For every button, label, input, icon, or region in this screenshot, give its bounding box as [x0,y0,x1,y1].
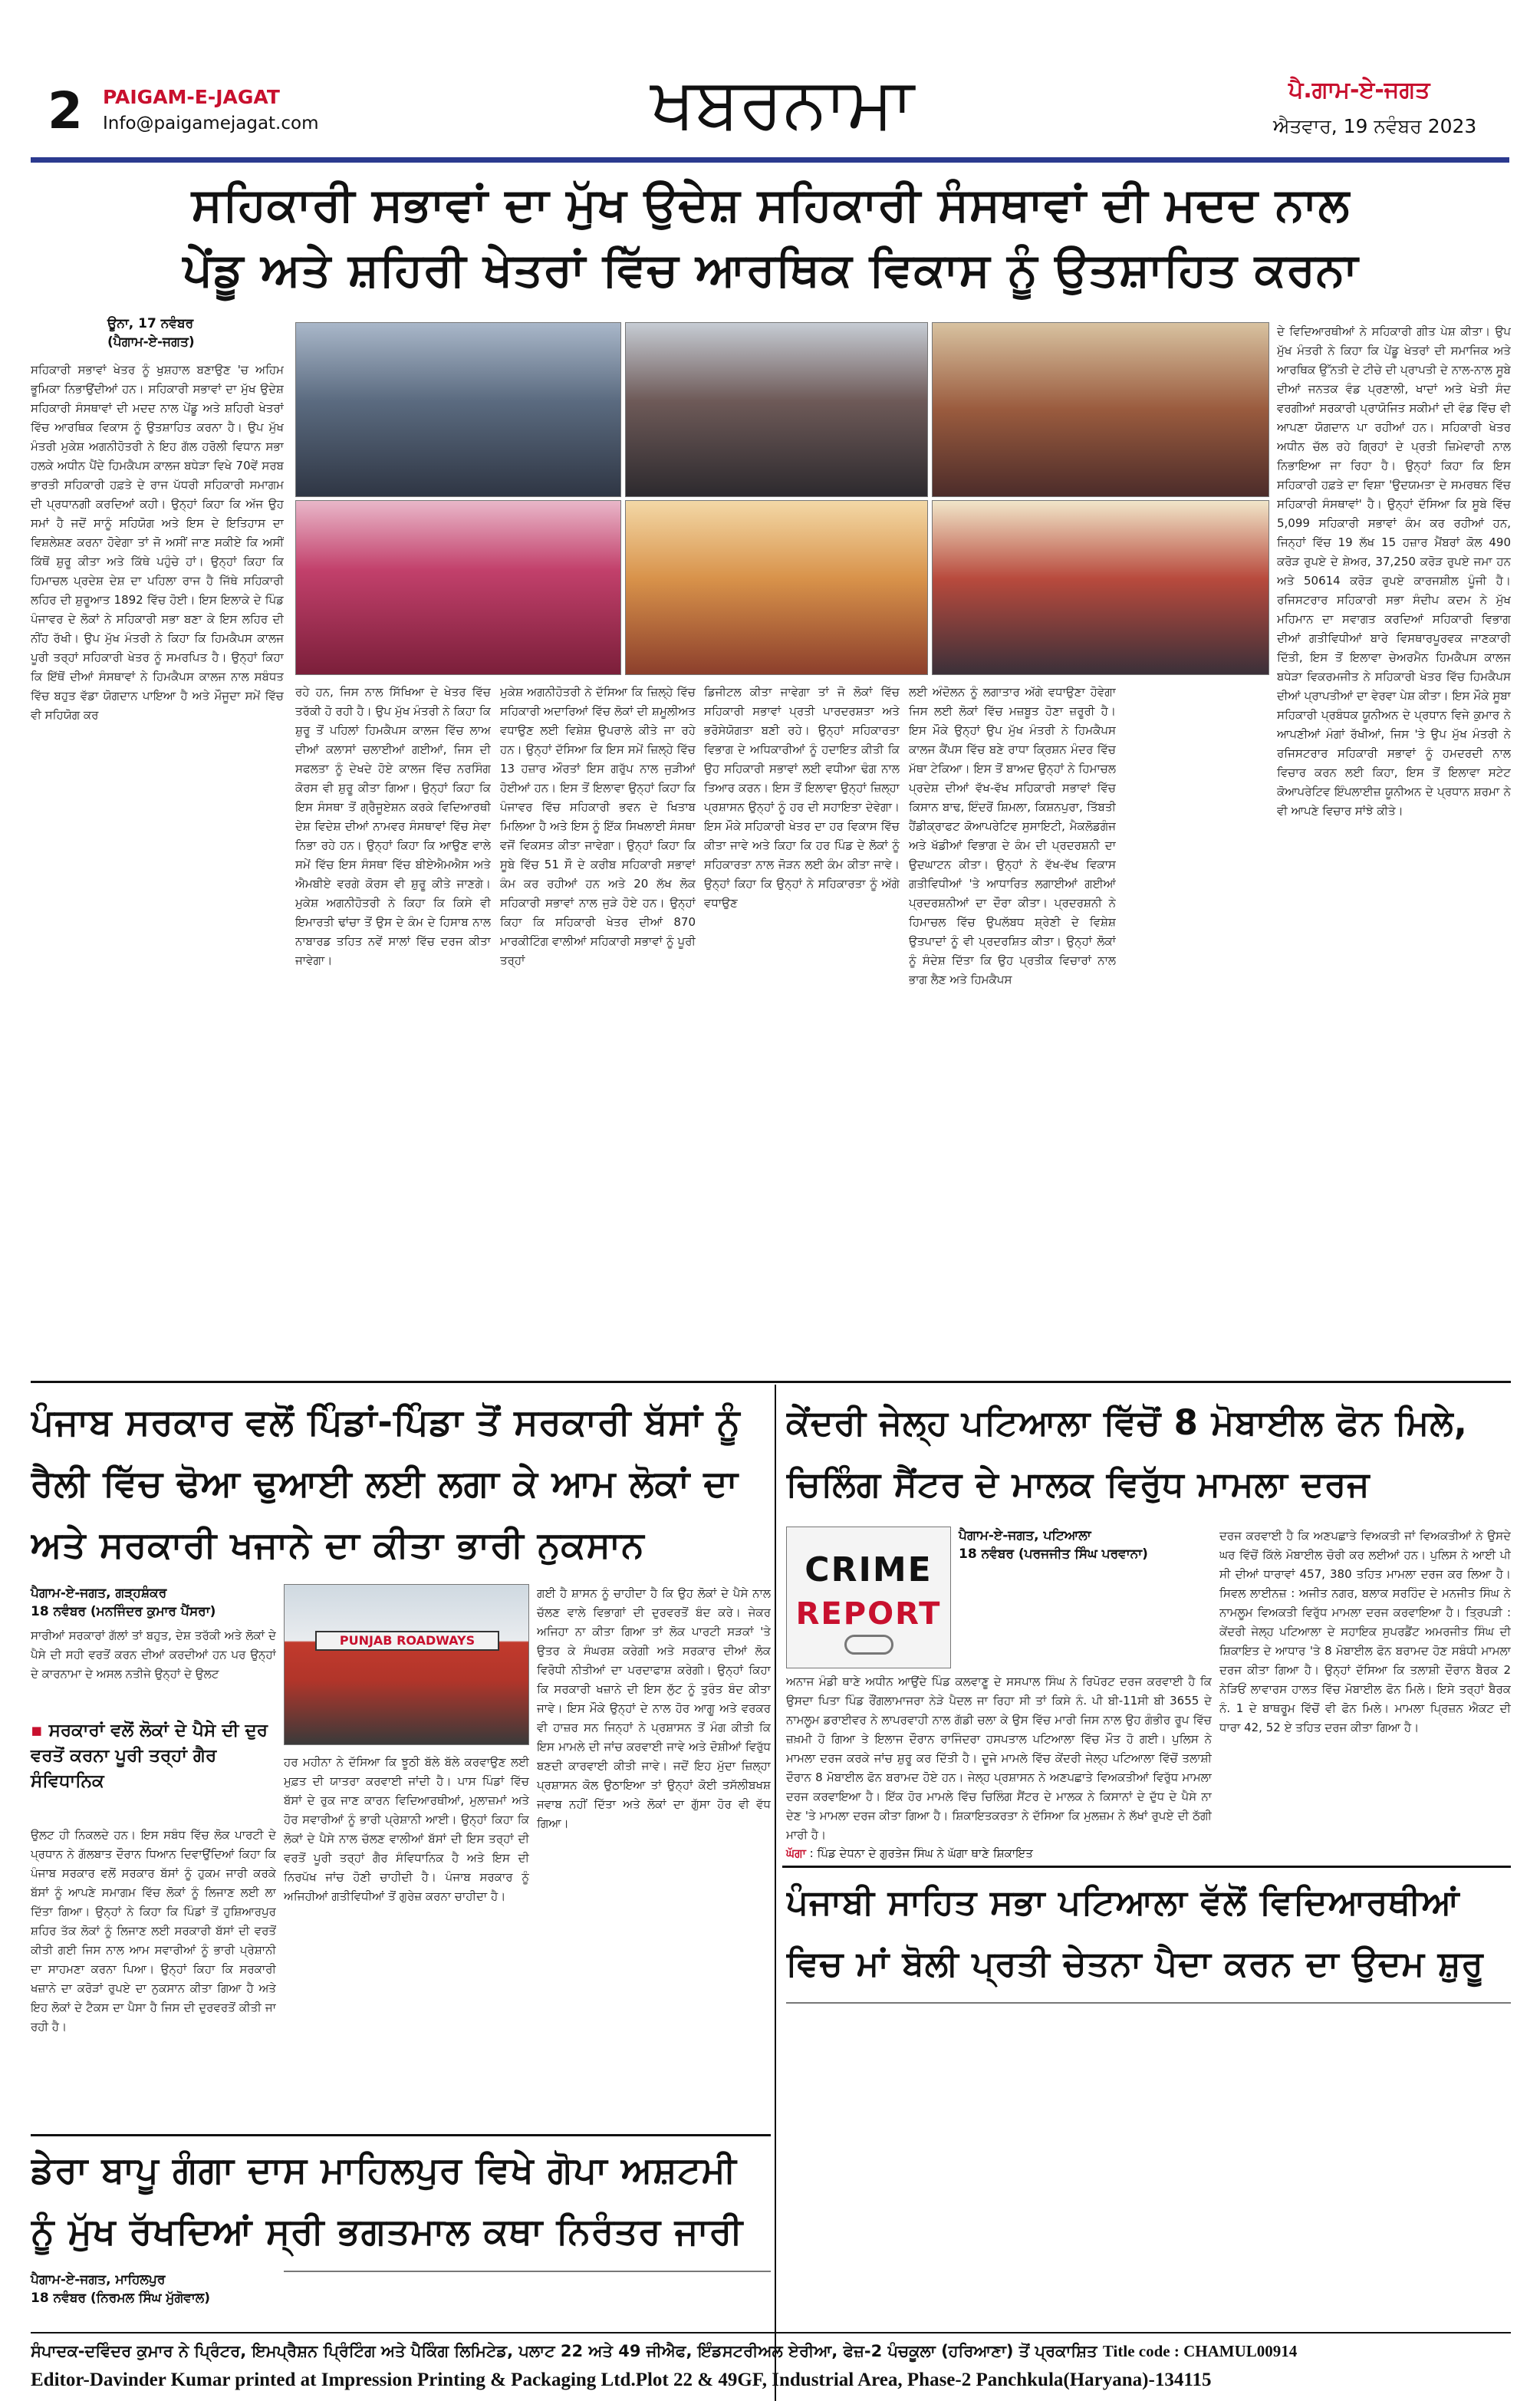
sahit-headline: ਪੰਜਾਬੀ ਸਾਹਿਤ ਸਭਾ ਪਟਿਆਲਾ ਵੱਲੋਂ ਵਿਦਿਆਰਥੀਆਂ ਵਿਚ ਮਾਂ ਬੋਲੀ ਪ੍ਰਤੀ ਚੇਤਨਾ ਪੈਦਾ ਕਰਨ ਦਾ ਉਦਮ ਸ਼ੁਰੂ [786,1882,1484,1984]
footer-line-en: Editor-Davinder Kumar printed at Impression Printing & Packaging Ltd.Plot 22 & 49GF, Industrial Area, Phase-2 Panchkula(Haryana)-134115 [31,2370,1212,2390]
footer-line1-pa: ਸੰਪਾਦਕ-ਦਵਿੰਦਰ ਕੁਮਾਰ ਨੇ ਪ੍ਰਿੰਟਰ, ਇਮਪ੍ਰੈਸ਼ਨ ਪ੍ਰਿੰਟਿੰਗ ਅਤੇ ਪੈਕਿੰਗ ਲਿਮਿਟੇਡ, ਪਲਾਟ 22 ਅਤੇ 49 ਜੀਐਫ, ਇੰਡਸਟਰੀਅਲ ਏਰੀਆ, ਫੇਜ਼-2 ਪੰਚਕੂਲਾ (ਹਰਿਆਣਾ) ਤੋਂ ਪ੍ਰਕਾਸ਼ਿਤ [31,2342,1097,2360]
bus-headline: ਪੰਜਾਬ ਸਰਕਾਰ ਵਲੋਂ ਪਿੰਡਾਂ-ਪਿੰਡਾ ਤੋਂ ਸਰਕਾਰੀ ਬੱਸਾਂ ਨੂੰ ਰੈਲੀ ਵਿੱਚ ਢੋਆ ਢੁਆਈ ਲਈ ਲਗਾ ਕੇ ਆਮ ਲੋਕਾਂ ਦਾ ਅਤੇ ਸਰਕਾਰੀ ਖਜਾਨੇ ਦਾ ਕੀਤਾ ਭਾਰੀ ਨੁਕਸਾਨ [31,1401,741,1566]
bus-pullquote [31,1718,276,1818]
jail-dateline-source: 18 ਨਵੰਬਰ (ਪਰਜਜੀਤ ਸਿੰਘ ਪਰਵਾਨਾ) [959,1546,1148,1562]
date: ਐਤਵਾਰ, 19 ਨਵੰਬਰ 2023 [1273,115,1477,137]
jail-col1b [959,1569,1212,1668]
footer [0,2332,1540,2401]
bus-dateline-source: 18 ਨਵੰਬਰ (ਮਨਜਿੰਦਰ ਕੁਮਾਰ ਪੈਂਸਰਾ) [31,1604,216,1619]
lead-col5: ਲਈ ਅੰਦੋਲਨ ਨੂੰ ਲਗਾਤਾਰ ਅੱਗੇ ਵਧਾਉਣਾ ਹੋਵੇਗਾ ਜਿਸ ਲਈ ਲੋਕਾਂ ਵਿੱਚ ਮਜ਼ਬੂਤ ਹੋਣਾ ਜ਼ਰੂਰੀ ਹੈ। ਇਸ ਮੌਕੇ ਉਨ੍ਹਾਂ ਉਪ ਮੁੱਖ ਮੰਤਰੀ ਨੇ ਹਿਮਕੈਪਸ ਕਾਲਜ ਕੈਂਪਸ ਵਿੱਚ ਬਣੇ ਰਾਧਾ ਕ੍ਰਿਸ਼ਨ ਮੰਦਰ ਵਿੱਚ ਮੱਥਾ ਟੇਕਿਆ। ਇਸ ਤੋਂ ਬਾਅਦ ਉਨ੍ਹਾਂ ਨੇ ਹਿਮਾਚਲ ਪ੍ਰਦੇਸ਼ ਦੀਆਂ ਵੱਖ-ਵੱਖ ਸਹਿਕਾਰੀ ਸਭਾਵਾਂ ਵਿੱਚ ਕਿਸਾਨ ਬਾਢ, ਇੰਦਰੋਂ ਸ਼ਿਮਲਾ, ਕਿਸ਼ਨਪੁਰਾ, ਤਿੱਬਤੀ ਹੈਂਡੀਕ੍ਰਾਫਟ ਕੋਆਪਰੇਟਿਵ ਸੁਸਾਇਟੀ, ਮੈਕਲੋਡਗੰਜ ਅਤੇ ਖੱਡੀਆਂ ਵਿਭਾਗ ਦੇ ਕੰਮ ਦੀ ਪ੍ਰਦਰਸ਼ਨੀ ਦਾ ਉਦਘਾਟਨ ਕੀਤਾ। ਉਨ੍ਹਾਂ ਨੇ ਵੱਖ-ਵੱਖ ਵਿਕਾਸ ਗਤੀਵਿਧੀਆਂ 'ਤੇ ਆਧਾਰਿਤ ਲਗਾਈਆਂ ਗਈਆਂ ਪ੍ਰਦਰਸ਼ਨੀਆਂ ਦਾ ਦੌਰਾ ਕੀਤਾ। ਪ੍ਰਦਰਸ਼ਨੀ ਨੇ ਹਿਮਾਚਲ ਵਿੱਚ ਉਪਲੱਬਧ ਸ਼੍ਰੇਣੀ ਦੇ ਵਿਸ਼ੇਸ਼ ਉਤਪਾਦਾਂ ਨੂੰ ਵੀ ਪ੍ਰਦਰਸ਼ਿਤ ਕੀਤਾ। ਉਨ੍ਹਾਂ ਲੋਕਾਂ ਨੂੰ ਸੰਦੇਸ਼ ਦਿੱਤਾ ਕਿ ਉਹ ਪ੍ਰਤੀਕ ਵਿਚਾਰਾਂ ਨਾਲ ਭਾਗ ਲੈਣ ਅਤੇ ਹਿਮਕੈਪਸ [909,685,1116,986]
jail-col1: ਅਨਾਜ ਮੰਡੀ ਥਾਣੇ ਅਧੀਨ ਆਉਂਦੇ ਪਿੰਡ ਕਲਵਾਣੂ ਦੇ ਸਸਪਾਲ ਸਿੰਘ ਨੇ ਰਿਪੋਰਟ ਦਰਜ ਕਰਵਾਈ ਹੈ ਕਿ ਉਸਦਾ ਪਿਤਾ ਪਿੰਡ ਰੌਂਗਲਾਮਾਜਰਾ ਨੇੜੇ ਪੈਦਲ ਜਾ ਰਿਹਾ ਸੀ ਤਾਂ ਕਿਸੇ ਨੰ. ਪੀ ਬੀ-11ਸੀ ਬੀ 3655 ਦੇ ਨਾਮਲੂਮ ਡਰਾਈਵਰ ਨੇ ਲਾਪਰਵਾਹੀ ਨਾਲ ਗੱਡੀ ਚਲਾ ਕੇ ਉਸ ਵਿੱਚ ਮਾਰੀ ਜਿਸ ਨਾਲ ਉਹ ਗੰਭੀਰ ਰੂਪ ਵਿੱਚ ਜ਼ਖ਼ਮੀ ਹੋ ਗਿਆ ਤੇ ਇਲਾਜ ਦੌਰਾਨ ਰਾਜਿੰਦਰਾ ਹਸਪਤਾਲ ਪਟਿਆਲਾ ਵਿੱਚ ਮੌਤ ਹੋ ਗਈ। ਪੁਲਿਸ ਨੇ ਮਾਮਲਾ ਦਰਜ ਕਰਕੇ ਜਾਂਚ ਸ਼ੁਰੂ ਕਰ ਦਿੱਤੀ ਹੈ। ਦੂਜੇ ਮਾਮਲੇ ਵਿੱਚ ਕੇਂਦਰੀ ਜੇਲ੍ਹ ਪਟਿਆਲਾ ਵਿੱਚੋਂ ਤਲਾਸ਼ੀ ਦੌਰਾਨ 8 ਮੋਬਾਈਲ ਫੋਨ ਬਰਾਮਦ ਹੋਏ ਹਨ। ਜੇਲ੍ਹ ਪ੍ਰਸ਼ਾਸਨ ਨੇ ਅਣਪਛਾਤੇ ਵਿਅਕਤੀਆਂ ਵਿਰੁੱਧ ਮਾਮਲਾ ਦਰਜ ਕਰਵਾਇਆ ਹੈ। ਇੱਕ ਹੋਰ ਮਾਮਲੇ ਵਿੱਚ ਚਿਲਿੰਗ ਸੈਂਟਰ ਦੇ ਮਾਲਕ ਨੇ ਕਿਸਾਨਾਂ ਦੇ ਦੁੱਧ ਦੇ ਪੈਸੇ ਨਾ ਦੇਣ 'ਤੇ ਮਾਮਲਾ ਦਰਜ ਕੀਤਾ ਗਿਆ ਹੈ। ਸ਼ਿਕਾਇਤਕਰਤਾ ਨੇ ਦੱਸਿਆ ਕਿ ਮੁਲਜ਼ਮ ਨੇ ਲੱਖਾਂ ਰੁਪਏ ਦੀ ਠੱਗੀ ਮਾਰੀ ਹੈ। [786,1675,1212,1841]
page-number: 2 [48,81,83,140]
lead-col2: ਰਹੇ ਹਨ, ਜਿਸ ਨਾਲ ਸਿੱਖਿਆ ਦੇ ਖੇਤਰ ਵਿੱਚ ਤਰੱਕੀ ਹੋ ਰਹੀ ਹੈ। ਉਪ ਮੁੱਖ ਮੰਤਰੀ ਨੇ ਕਿਹਾ ਕਿ ਸ਼ੁਰੂ ਤੋਂ ਪਹਿਲਾਂ ਹਿਮਕੈਪਸ ਕਾਲਜ ਵਿੱਚ ਲਾਅ ਦੀਆਂ ਕਲਾਸਾਂ ਚਲਾਈਆਂ ਗਈਆਂ, ਜਿਸ ਦੀ ਸਫਲਤਾ ਨੂੰ ਦੇਖਦੇ ਹੋਏ ਕਾਲਜ ਵਿੱਚ ਨਰਸਿੰਗ ਕੋਰਸ ਵੀ ਸ਼ੁਰੂ ਕੀਤਾ ਗਿਆ। ਉਨ੍ਹਾਂ ਕਿਹਾ ਕਿ ਇਸ ਸੰਸਥਾ ਤੋਂ ਗ੍ਰੈਜੂਏਸ਼ਨ ਕਰਕੇ ਵਿਦਿਆਰਥੀ ਦੇਸ਼ ਵਿਦੇਸ਼ ਦੀਆਂ ਨਾਮਵਰ ਸੰਸਥਾਵਾਂ ਵਿੱਚ ਸੇਵਾ ਨਿਭਾ ਰਹੇ ਹਨ। ਉਨ੍ਹਾਂ ਕਿਹਾ ਕਿ ਆਉਣ ਵਾਲੇ ਸਮੇਂ ਵਿੱਚ ਇਸ ਸੰਸਥਾ ਵਿੱਚ ਬੀਏਐਮਐਸ ਅਤੇ ਐਮਬੀਏ ਵਰਗੇ ਕੋਰਸ ਵੀ ਸ਼ੁਰੂ ਕੀਤੇ ਜਾਣਗੇ। ਮੁਕੇਸ਼ ਅਗਨੀਹੋਤਰੀ ਨੇ ਕਿਹਾ ਕਿ ਕਿਸੇ ਵੀ ਇਮਾਰਤੀ ਢਾਂਚਾ ਤੋਂ ਉਸ ਦੇ ਕੰਮ ਦੇ ਹਿਸਾਬ ਨਾਲ ਨਾਬਾਰਡ ਤਹਿਤ ਨਵੇਂ ਸਾਲਾਂ ਵਿੱਚ ਦਰਜ ਕੀਤਾ ਜਾਵੇਗਾ। [295,685,491,967]
lead-headline-line2: ਪੇਂਡੂ ਅਤੇ ਸ਼ਹਿਰੀ ਖੇਤਰਾਂ ਵਿੱਚ ਆਰਥਿਕ ਵਿਕਾਸ ਨੂੰ ਉਤਸ਼ਾਹਿਤ ਕਰਨਾ [183,243,1359,297]
bus-photo [284,1584,529,1745]
jail-col2: ਦਰਜ ਕਰਵਾਈ ਹੈ ਕਿ ਅਣਪਛਾਤੇ ਵਿਅਕਤੀ ਜਾਂ ਵਿਅਕਤੀਆਂ ਨੇ ਉਸਦੇ ਘਰ ਵਿੱਚੋਂ ਕਿੱਲੇ ਮੋਬਾਈਲ ਚੋਰੀ ਕਰ ਲਈਆਂ ਹਨ। ਪੁਲਿਸ ਨੇ ਆਈ ਪੀ ਸੀ ਦੀਆਂ ਧਾਰਾਵਾਂ 457, 380 ਤਹਿਤ ਮਾਮਲਾ ਦਰਜ ਕਰ ਲਿਆ ਹੈ। ਸਿਵਲ ਲਾਈਨਜ਼ : ਅਜੀਤ ਨਗਰ, ਬਲਾਕ ਸਰਹਿੰਦ ਦੇ ਮਨਜੀਤ ਸਿੰਘ ਨੇ ਨਾਮਲੂਮ ਵਿਅਕਤੀ ਵਿਰੁੱਧ ਮਾਮਲਾ ਦਰਜ ਕਰਵਾਇਆ ਹੈ। ਤ੍ਰਿਪੜੀ : ਕੇਂਦਰੀ ਜੇਲ੍ਹ ਪਟਿਆਲਾ ਦੇ ਸਹਾਇਕ ਸੁਪਰਡੈਂਟ ਅਮਰਜੀਤ ਸਿੰਘ ਦੀ ਸ਼ਿਕਾਇਤ ਦੇ ਆਧਾਰ 'ਤੇ 8 ਮੋਬਾਈਲ ਫੋਨ ਬਰਾਮਦ ਹੋਣ ਸਬੰਧੀ ਮਾਮਲਾ ਦਰਜ ਕੀਤਾ ਗਿਆ ਹੈ। ਉਨ੍ਹਾਂ ਦੱਸਿਆ ਕਿ ਤਲਾਸ਼ੀ ਦੌਰਾਨ ਬੈਰਕ 2 ਨੇੜਿਓਂ ਲਾਵਾਰਸ ਹਾਲਤ ਵਿੱਚ ਮੋਬਾਈਲ ਫੋਨ ਮਿਲੇ। ਇਸੇ ਤਰ੍ਹਾਂ ਬੈਰਕ ਨੰ. 1 ਦੇ ਬਾਥਰੂਮ ਵਿੱਚੋਂ ਵੀ ਫੋਨ ਮਿਲੇ। ਮਾਮਲਾ ਪ੍ਰਿਜ਼ਨ ਐਕਟ ਦੀ ਧਾਰਾ 42, 52 ਏ ਤਹਿਤ ਦਰਜ ਕੀਤਾ ਗਿਆ ਹੈ। [1219,1529,1511,1734]
crime-report-label-2: REPORT [795,1596,942,1632]
lead-photo-4 [295,500,621,675]
lead-photo-2 [625,322,928,497]
dera-dateline-source: 18 ਨਵੰਬਰ (ਨਿਰਮਲ ਸਿੰਘ ਮੁੱਗੋਵਾਲ) [31,2291,211,2306]
lead-photo-1 [295,322,621,497]
bus-col1: ਉਲਟ ਹੀ ਨਿਕਲਦੇ ਹਨ। ਇਸ ਸਬੰਧ ਵਿੱਚ ਲੋਕ ਪਾਰਟੀ ਦੇ ਪ੍ਰਧਾਨ ਨੇ ਗੱਲਬਾਤ ਦੌਰਾਨ ਧਿਆਨ ਦਿਵਾਉਂਦਿਆਂ ਕਿਹਾ ਕਿ ਪੰਜਾਬ ਸਰਕਾਰ ਵਲੋਂ ਸਰਕਾਰ ਬੱਸਾਂ ਨੂੰ ਹੁਕਮ ਜਾਰੀ ਕਰਕੇ ਬੱਸਾਂ ਨੂੰ ਆਪਣੇ ਸਮਾਗਮ ਵਿੱਚ ਲੋਕਾਂ ਨੂੰ ਲਿਜਾਣ ਲਈ ਲਾ ਦਿੱਤਾ ਗਿਆ। ਉਨ੍ਹਾਂ ਨੇ ਕਿਹਾ ਕਿ ਪਿੰਡਾਂ ਤੋਂ ਹੁਸ਼ਿਆਰਪੁਰ ਸ਼ਹਿਰ ਤੱਕ ਲੋਕਾਂ ਨੂੰ ਲਿਜਾਣ ਲਈ ਸਰਕਾਰੀ ਬੱਸਾਂ ਦੀ ਵਰਤੋਂ ਕੀਤੀ ਗਈ ਜਿਸ ਨਾਲ ਆਮ ਸਵਾਰੀਆਂ ਨੂੰ ਭਾਰੀ ਪ੍ਰੇਸ਼ਾਨੀ ਦਾ ਸਾਹਮਣਾ ਕਰਨਾ ਪਿਆ। ਉਨ੍ਹਾਂ ਕਿਹਾ ਕਿ ਸਰਕਾਰੀ ਖਜ਼ਾਨੇ ਦਾ ਕਰੋੜਾਂ ਰੁਪਏ ਦਾ ਨੁਕਸਾਨ ਕੀਤਾ ਗਿਆ ਹੈ ਅਤੇ ਇਹ ਲੋਕਾਂ ਦੇ ਟੈਕਸ ਦਾ ਪੈਸਾ ਹੈ ਜਿਸ ਦੀ ਦੁਰਵਰਤੋਂ ਕੀਤੀ ਜਾ ਰਹੀ ਹੈ। [31,1828,276,2034]
lead-photo-3 [932,322,1269,497]
crime-report-image [786,1527,951,1668]
bus-intro: ਸਾਰੀਆਂ ਸਰਕਾਰਾਂ ਗੱਲਾਂ ਤਾਂ ਬਹੁਤ, ਦੇਸ਼ ਤਰੱਕੀ ਅਤੇ ਲੋਕਾਂ ਦੇ ਪੈਸੇ ਦੀ ਸਹੀ ਵਰਤੋਂ ਕਰਨ ਦੀਆਂ ਕਰਦੀਆਂ ਹਨ ਪਰ ਉਨ੍ਹਾਂ ਦੇ ਕਾਰਨਾਮਾ ਦੇ ਅਸਲ ਨਤੀਜੇ ਉਨ੍ਹਾਂ ਦੇ ਉਲਟ [31,1629,276,1681]
lead-headline-line1: ਸਹਿਕਾਰੀ ਸਭਾਵਾਂ ਦਾ ਮੁੱਖ ਉਦੇਸ਼ ਸਹਿਕਾਰੀ ਸੰਸਥਾਵਾਂ ਦੀ ਮਦਦ ਨਾਲ [191,178,1351,232]
footer-line-pa [31,2337,1509,2366]
sahit-photo [786,2002,1511,2004]
lead-dateline [107,315,291,351]
dera-poster [284,2271,771,2272]
email[interactable]: Info@paigamejagat.com [103,114,319,133]
dera-dateline-place: ਪੈਗਾਮ-ਏ-ਜਗਤ, ਮਾਹਿਲਪੁਰ [31,2272,166,2287]
divider-lead [31,1381,1511,1383]
divider-jail [782,1866,1511,1868]
divider-bus [31,2134,771,2136]
jail-caption-text: : ਪਿੰਡ ਦੇਧਨਾ ਦੇ ਗੁਰਤੇਜ ਸਿੰਘ ਨੇ ਘੱਗਾ ਥਾਣੇ ਸ਼ਿਕਾਇਤ [809,1846,1033,1860]
footer-title-code: Title code : CHAMUL00914 [1102,2342,1298,2360]
brand-en: PAIGAM-E-JAGAT [103,86,280,108]
bus-dateline [31,1584,276,1621]
lead-col3: ਮੁਕੇਸ਼ ਅਗਨੀਹੋਤਰੀ ਨੇ ਦੱਸਿਆ ਕਿ ਜ਼ਿਲ੍ਹੇ ਵਿੱਚ ਸਹਿਕਾਰੀ ਅਦਾਰਿਆਂ ਵਿੱਚ ਲੋਕਾਂ ਦੀ ਸ਼ਮੂਲੀਅਤ ਵਧਾਉਣ ਲਈ ਵਿਸ਼ੇਸ਼ ਉਪਰਾਲੇ ਕੀਤੇ ਜਾ ਰਹੇ ਹਨ। ਉਨ੍ਹਾਂ ਦੱਸਿਆ ਕਿ ਇਸ ਸਮੇਂ ਜ਼ਿਲ੍ਹੇ ਵਿੱਚ 13 ਹਜ਼ਾਰ ਔਰਤਾਂ ਇਸ ਗਰੁੱਪ ਨਾਲ ਜੁੜੀਆਂ ਹੋਈਆਂ ਹਨ। ਇਸ ਤੋਂ ਇਲਾਵਾ ਉਨ੍ਹਾਂ ਕਿਹਾ ਕਿ ਪੰਜਾਵਰ ਵਿੱਚ ਸਹਿਕਾਰੀ ਭਵਨ ਦੇ ਖਿਤਾਬ ਮਿਲਿਆ ਹੈ ਅਤੇ ਇਸ ਨੂੰ ਇੱਕ ਸਿਖਲਾਈ ਸੰਸਥਾ ਵਜੋਂ ਵਿਕਸਤ ਕੀਤਾ ਜਾਵੇਗਾ। ਉਨ੍ਹਾਂ ਕਿਹਾ ਕਿ ਸੂਬੇ ਵਿੱਚ 51 ਸੌ ਦੇ ਕਰੀਬ ਸਹਿਕਾਰੀ ਸਭਾਵਾਂ ਕੰਮ ਕਰ ਰਹੀਆਂ ਹਨ ਅਤੇ 20 ਲੱਖ ਲੋਕ ਸਹਿਕਾਰੀ ਸਭਾਵਾਂ ਨਾਲ ਜੁੜੇ ਹੋਏ ਹਨ। ਉਨ੍ਹਾਂ ਕਿਹਾ ਕਿ ਸਹਿਕਾਰੀ ਖੇਤਰ ਦੀਆਂ 870 ਮਾਰਕੀਟਿੰਗ ਵਾਲੀਆਂ ਸਹਿਕਾਰੀ ਸਭਾਵਾਂ ਨੂੰ ਪੂਰੀ ਤਰ੍ਹਾਂ [500,685,696,967]
lead-col1: ਸਹਿਕਾਰੀ ਸਭਾਵਾਂ ਖੇਤਰ ਨੂੰ ਖੁਸ਼ਹਾਲ ਬਣਾਉਣ 'ਚ ਅਹਿਮ ਭੂਮਿਕਾ ਨਿਭਾਉਂਦੀਆਂ ਹਨ। ਸਹਿਕਾਰੀ ਸਭਾਵਾਂ ਦਾ ਮੁੱਖ ਉਦੇਸ਼ ਸਹਿਕਾਰੀ ਸੰਸਥਾਵਾਂ ਦੀ ਮਦਦ ਨਾਲ ਪੇਂਡੂ ਅਤੇ ਸ਼ਹਿਰੀ ਖੇਤਰਾਂ ਵਿੱਚ ਆਰਥਿਕ ਵਿਕਾਸ ਨੂੰ ਉਤਸ਼ਾਹਿਤ ਕਰਨਾ ਹੈ। ਉਪ ਮੁੱਖ ਮੰਤਰੀ ਮੁਕੇਸ਼ ਅਗਨੀਹੋਤਰੀ ਨੇ ਇਹ ਗੱਲ ਹਰੋਲੀ ਵਿਧਾਨ ਸਭਾ ਹਲਕੇ ਅਧੀਨ ਪੈਂਦੇ ਹਿਮਕੈਪਸ ਕਾਲਜ ਬਧੇੜਾ ਵਿਖੇ 70ਵੇਂ ਸਰਬ ਭਾਰਤੀ ਸਹਿਕਾਰੀ ਹਫ਼ਤੇ ਦੇ ਰਾਜ ਪੱਧਰੀ ਸਹਿਕਾਰੀ ਸਮਾਗਮ ਦੀ ਪ੍ਰਧਾਨਗੀ ਕਰਦਿਆਂ ਕਹੀ। ਉਨ੍ਹਾਂ ਕਿਹਾ ਕਿ ਅੱਜ ਉਹ ਸਮਾਂ ਹੈ ਜਦੋਂ ਸਾਨੂੰ ਸਹਿਯੋਗ ਅਤੇ ਇਸ ਦੇ ਇਤਿਹਾਸ ਦਾ ਵਿਸ਼ਲੇਸ਼ਣ ਕਰਨਾ ਹੋਵੇਗਾ ਤਾਂ ਜੋ ਅਸੀਂ ਜਾਣ ਸਕੀਏ ਕਿ ਅਸੀਂ ਕਿੱਥੋਂ ਸ਼ੁਰੂ ਕੀਤਾ ਅਤੇ ਕਿੱਥੇ ਪਹੁੰਚੇ ਹਾਂ। ਉਨ੍ਹਾਂ ਕਿਹਾ ਕਿ ਹਿਮਾਚਲ ਪ੍ਰਦੇਸ਼ ਦੇਸ਼ ਦਾ ਪਹਿਲਾ ਰਾਜ ਹੈ ਜਿੱਥੇ ਸਹਿਕਾਰੀ ਲਹਿਰ ਦੀ ਸ਼ੁਰੂਆਤ 1892 ਵਿੱਚ ਹੋਈ। ਇਸ ਇਲਾਕੇ ਦੇ ਪਿੰਡ ਪੰਜਾਵਰ ਦੇ ਲੋਕਾਂ ਨੇ ਸਹਿਕਾਰੀ ਸਭਾ ਬਣਾ ਕੇ ਇਸ ਲਹਿਰ ਦੀ ਨੀਂਹ ਰੱਖੀ। ਉਪ ਮੁੱਖ ਮੰਤਰੀ ਨੇ ਕਿਹਾ ਕਿ ਹਿਮਕੈਪਸ ਕਾਲਜ ਪੂਰੀ ਤਰ੍ਹਾਂ ਸਹਿਕਾਰੀ ਖੇਤਰ ਨੂੰ ਸਮਰਪਿਤ ਹੈ। ਉਨ੍ਹਾਂ ਕਿਹਾ ਕਿ ਇੱਥੋਂ ਦੀਆਂ ਸੰਸਥਾਵਾਂ ਨੇ ਹਿਮਕੈਪਸ ਕਾਲਜ ਨਾਲ ਸਬੰਧਤ ਵਿੱਚ ਬਹੁਤ ਵੱਡਾ ਯੋਗਦਾਨ ਪਾਇਆ ਹੈ ਅਤੇ ਮੌਜੂਦਾ ਸਮੇਂ ਵਿੱਚ ਵੀ ਸਹਿਯੋਗ ਕਰ [31,363,284,722]
crime-report-label-1: CRIME [805,1550,933,1589]
lead-col6: ਦੇ ਵਿਦਿਆਰਥੀਆਂ ਨੇ ਸਹਿਕਾਰੀ ਗੀਤ ਪੇਸ਼ ਕੀਤਾ। ਉਪ ਮੁੱਖ ਮੰਤਰੀ ਨੇ ਕਿਹਾ ਕਿ ਪੇਂਡੂ ਖੇਤਰਾਂ ਦੀ ਸਮਾਜਿਕ ਅਤੇ ਆਰਥਿਕ ਉੱਨਤੀ ਦੇ ਟੀਚੇ ਦੀ ਪ੍ਰਾਪਤੀ ਦੇ ਨਾਲ-ਨਾਲ ਸੂਬੇ ਦੀਆਂ ਜਨਤਕ ਵੰਡ ਪ੍ਰਣਾਲੀ, ਖਾਦਾਂ ਅਤੇ ਖੇਤੀ ਸੰਦ ਵਰਗੀਆਂ ਸਰਕਾਰੀ ਪ੍ਰਾਯੋਜਿਤ ਸਕੀਮਾਂ ਦੀ ਵੰਡ ਵਿੱਚ ਵੀ ਆਪਣਾ ਯੋਗਦਾਨ ਪਾ ਰਹੀਆਂ ਹਨ। ਸਹਿਕਾਰੀ ਖੇਤਰ ਅਧੀਨ ਚੱਲ ਰਹੇ ਗ੍ਰਿਹਾਂ ਦੇ ਪ੍ਰਤੀ ਜ਼ਿਮੇਵਾਰੀ ਨਾਲ ਨਿਭਾਇਆ ਜਾ ਰਿਹਾ ਹੈ। ਉਨ੍ਹਾਂ ਕਿਹਾ ਕਿ ਇਸ ਸਹਿਕਾਰੀ ਹਫ਼ਤੇ ਦਾ ਵਿਸ਼ਾ 'ਉਦਯਮਤਾ ਦੇ ਸਮਰਥਨ ਵਿੱਚ ਸਹਿਕਾਰੀ ਸੰਸਥਾਵਾਂ' ਹੈ। ਉਨ੍ਹਾਂ ਦੱਸਿਆ ਕਿ ਸੂਬੇ ਵਿੱਚ 5,099 ਸਹਿਕਾਰੀ ਸਭਾਵਾਂ ਕੰਮ ਕਰ ਰਹੀਆਂ ਹਨ, ਜਿਨ੍ਹਾਂ ਵਿੱਚ 19 ਲੱਖ 15 ਹਜ਼ਾਰ ਮੈਂਬਰਾਂ ਕੋਲ 490 ਕਰੋੜ ਰੁਪਏ ਦੇ ਸ਼ੇਅਰ, 37,250 ਕਰੋੜ ਰੁਪਏ ਜਮਾ ਹਨ ਅਤੇ 50614 ਕਰੋੜ ਰੁਪਏ ਕਾਰਜਸ਼ੀਲ ਪੂੰਜੀ ਹੈ। ਰਜਿਸਟਰਾਰ ਸਹਿਕਾਰੀ ਸਭਾ ਸੰਦੀਪ ਕਦਮ ਨੇ ਮੁੱਖ ਮਹਿਮਾਨ ਦਾ ਸਵਾਗਤ ਕਰਦਿਆਂ ਸਹਿਕਾਰੀ ਵਿਭਾਗ ਦੀਆਂ ਗਤੀਵਿਧੀਆਂ ਬਾਰੇ ਵਿਸਥਾਰਪੂਰਵਕ ਜਾਣਕਾਰੀ ਦਿੱਤੀ, ਇਸ ਤੋਂ ਇਲਾਵਾ ਚੇਅਰਮੈਨ ਹਿਮਕੈਪਸ ਕਾਲਜ ਬਧੇੜਾ ਵਿਕਰਮਜੀਤ ਨੇ ਸਹਿਕਾਰੀ ਖੇਤਰ ਵਿੱਚ ਹਿਮਕੈਪਸ ਦੀਆਂ ਪ੍ਰਾਪਤੀਆਂ ਦਾ ਵੇਰਵਾ ਪੇਸ਼ ਕੀਤਾ। ਇਸ ਮੌਕੇ ਸੂਬਾ ਸਹਿਕਾਰੀ ਪ੍ਰਬੰਧਕ ਯੂਨੀਅਨ ਦੇ ਪ੍ਰਧਾਨ ਵਿਜੇ ਕੁਮਾਰ ਨੇ ਆਪਣੀਆਂ ਮੰਗਾਂ ਰੱਖੀਆਂ, ਜਿਸ 'ਤੇ ਉਪ ਮੁੱਖ ਮੰਤਰੀ ਨੇ ਰਜਿਸਟਰਾਰ ਸਹਿਕਾਰੀ ਸਭਾਵਾਂ ਨੂੰ ਹਮਦਰਦੀ ਨਾਲ ਵਿਚਾਰ ਕਰਨ ਲਈ ਕਿਹਾ, ਇਸ ਤੋਂ ਇਲਾਵਾ ਸਟੇਟ ਕੋਆਪਰੇਟਿਵ ਇੰਪਲਾਈਜ਼ ਯੂਨੀਅਨ ਦੇ ਪ੍ਰਧਾਨ ਸ਼ਰਮਾ ਨੇ ਵੀ ਆਪਣੇ ਵਿਚਾਰ ਸਾਂਝੇ ਕੀਤੇ। [1277,324,1511,818]
bus-pullquote-text: ਸਰਕਾਰਾਂ ਵਲੋਂ ਲੋਕਾਂ ਦੇ ਪੈਸੇ ਦੀ ਦੁਰ ਵਰਤੋਂ ਕਰਨਾ ਪੂਰੀ ਤਰ੍ਹਾਂ ਗੈਰ ਸੰਵਿਧਾਨਿਕ [31,1721,268,1791]
jail-headline: ਕੇਂਦਰੀ ਜੇਲ੍ਹ ਪਟਿਆਲਾ ਵਿੱਚੋਂ 8 ਮੋਬਾਈਲ ਫੋਨ ਮਿਲੇ, ਚਿਲਿੰਗ ਸੈਂਟਰ ਦੇ ਮਾਲਕ ਵਿਰੁੱਧ ਮਾਮਲਾ ਦਰਜ [786,1402,1468,1504]
bus-col3: ਗਈ ਹੈ ਸ਼ਾਸਨ ਨੂੰ ਚਾਹੀਦਾ ਹੈ ਕਿ ਉਹ ਲੋਕਾਂ ਦੇ ਪੈਸੇ ਨਾਲ ਚੱਲਣ ਵਾਲੇ ਵਿਭਾਗਾਂ ਦੀ ਦੁਰਵਰਤੋਂ ਬੰਦ ਕਰੇ। ਜੇਕਰ ਅਜਿਹਾ ਨਾ ਕੀਤਾ ਗਿਆ ਤਾਂ ਲੋਕ ਪਾਰਟੀ ਸੜਕਾਂ 'ਤੇ ਉਤਰ ਕੇ ਸੰਘਰਸ਼ ਕਰੇਗੀ ਅਤੇ ਸਰਕਾਰ ਦੀਆਂ ਲੋਕ ਵਿਰੋਧੀ ਨੀਤੀਆਂ ਦਾ ਪਰਦਾਫਾਸ਼ ਕਰੇਗੀ। ਉਨ੍ਹਾਂ ਕਿਹਾ ਕਿ ਸਰਕਾਰੀ ਖਜ਼ਾਨੇ ਦੀ ਇਸ ਲੁੱਟ ਨੂੰ ਤੁਰੰਤ ਬੰਦ ਕੀਤਾ ਜਾਵੇ। ਇਸ ਮੌਕੇ ਉਨ੍ਹਾਂ ਦੇ ਨਾਲ ਹੋਰ ਆਗੂ ਅਤੇ ਵਰਕਰ ਵੀ ਹਾਜ਼ਰ ਸਨ ਜਿਨ੍ਹਾਂ ਨੇ ਪ੍ਰਸ਼ਾਸਨ ਤੋਂ ਮੰਗ ਕੀਤੀ ਕਿ ਇਸ ਮਾਮਲੇ ਦੀ ਜਾਂਚ ਕਰਵਾਈ ਜਾਵੇ ਅਤੇ ਦੋਸ਼ੀਆਂ ਵਿਰੁੱਧ ਬਣਦੀ ਕਾਰਵਾਈ ਕੀਤੀ ਜਾਵੇ। ਜਦੋਂ ਇਹ ਮੁੱਦਾ ਜ਼ਿਲ੍ਹਾ ਪ੍ਰਸ਼ਾਸਨ ਕੋਲ ਉਠਾਇਆ ਤਾਂ ਉਨ੍ਹਾਂ ਕੋਈ ਤਸੱਲੀਬਖਸ਼ ਜਵਾਬ ਨਹੀਂ ਦਿੱਤਾ ਅਤੇ ਲੋਕਾਂ ਦਾ ਗੁੱਸਾ ਹੋਰ ਵੀ ਵੱਧ ਗਿਆ। [537,1586,771,1830]
lead-dateline-source: (ਪੈਗਾਮ-ਏ-ਜਗਤ) [107,334,195,350]
jail-caption-tag: ਘੱਗਾ [786,1846,806,1860]
masthead-rule [31,157,1509,163]
lead-dateline-place: ਊਨਾ, 17 ਨਵੰਬਰ [107,316,194,331]
handcuffs-icon [844,1635,893,1655]
jail-dateline [959,1527,1212,1563]
brand-pa: ਪੈ.ਗਾਮ-ਏ-ਜਗਤ [1288,77,1430,104]
footer-rule [31,2332,1511,2333]
bus-signboard: PUNJAB ROADWAYS [315,1631,499,1651]
vdivider-right [775,1385,776,2401]
bus-col2: ਹਰ ਮਹੀਨਾ ਨੇ ਦੱਸਿਆ ਕਿ ਝੂਠੀ ਬੱਲੇ ਬੱਲੇ ਕਰਵਾਉਣ ਲਈ ਮੁਫ਼ਤ ਦੀ ਯਾਤਰਾ ਕਰਵਾਈ ਜਾਂਦੀ ਹੈ। ਪਾਸ ਪਿੰਡਾਂ ਵਿੱਚ ਬੱਸਾਂ ਦੇ ਰੁਕ ਜਾਣ ਕਾਰਨ ਵਿਦਿਆਰਥੀਆਂ, ਮੁਲਾਜ਼ਮਾਂ ਅਤੇ ਹੋਰ ਸਵਾਰੀਆਂ ਨੂੰ ਭਾਰੀ ਪ੍ਰੇਸ਼ਾਨੀ ਆਈ। ਉਨ੍ਹਾਂ ਕਿਹਾ ਕਿ ਲੋਕਾਂ ਦੇ ਪੈਸੇ ਨਾਲ ਚੱਲਣ ਵਾਲੀਆਂ ਬੱਸਾਂ ਦੀ ਇਸ ਤਰ੍ਹਾਂ ਦੀ ਵਰਤੋਂ ਪੂਰੀ ਤਰ੍ਹਾਂ ਗੈਰ ਸੰਵਿਧਾਨਿਕ ਹੈ ਅਤੇ ਇਸ ਦੀ ਨਿਰਪੱਖ ਜਾਂਚ ਹੋਣੀ ਚਾਹੀਦੀ ਹੈ। ਪੰਜਾਬ ਸਰਕਾਰ ਨੂੰ ਅਜਿਹੀਆਂ ਗਤੀਵਿਧੀਆਂ ਤੋਂ ਗੁਰੇਜ਼ ਕਰਨਾ ਚਾਹੀਦਾ ਹੈ। [284,1755,529,1903]
dera-dateline [31,2271,276,2307]
bus-dateline-place: ਪੈਗਾਮ-ਏ-ਜਗਤ, ਗੜ੍ਹਸ਼ੰਕਰ [31,1586,167,1601]
dera-headline: ਡੇਰਾ ਬਾਪੂ ਗੰਗਾ ਦਾਸ ਮਾਹਿਲਪੁਰ ਵਿਖੇ ਗੋਪਾ ਅਸ਼ਟਮੀ ਨੂੰ ਮੁੱਖ ਰੱਖਦਿਆਂ ਸ੍ਰੀ ਭਗਤਮਾਲ ਕਥਾ ਨਿਰੰਤਰ ਜਾਰੀ [31,2149,744,2253]
masthead [0,0,1540,176]
jail-dateline-place: ਪੈਗਾਮ-ਏ-ਜਗਤ, ਪਟਿਆਲਾ [959,1528,1091,1543]
lead-photo-6 [932,500,1269,675]
lead-col4: ਡਿਜੀਟਲ ਕੀਤਾ ਜਾਵੇਗਾ ਤਾਂ ਜੋ ਲੋਕਾਂ ਵਿੱਚ ਸਹਿਕਾਰੀ ਸਭਾਵਾਂ ਪ੍ਰਤੀ ਪਾਰਦਰਸ਼ਤਾ ਅਤੇ ਭਰੋਸੇਯੋਗਤਾ ਬਣੀ ਰਹੇ। ਉਨ੍ਹਾਂ ਸਹਿਕਾਰਤਾ ਵਿਭਾਗ ਦੇ ਅਧਿਕਾਰੀਆਂ ਨੂੰ ਹਦਾਇਤ ਕੀਤੀ ਕਿ ਉਹ ਸਹਿਕਾਰੀ ਸਭਾਵਾਂ ਲਈ ਵਧੀਆ ਢੰਗ ਨਾਲ ਤਿਆਰ ਕਰਨ। ਇਸ ਤੋਂ ਇਲਾਵਾ ਉਨ੍ਹਾਂ ਜ਼ਿਲ੍ਹਾ ਪ੍ਰਸ਼ਾਸਨ ਉਨ੍ਹਾਂ ਨੂੰ ਹਰ ਦੀ ਸਹਾਇਤਾ ਦੇਵੇਗਾ। ਇਸ ਮੌਕੇ ਸਹਿਕਾਰੀ ਖੇਤਰ ਦਾ ਹਰ ਵਿਕਾਸ ਵਿੱਚ ਕੀਤਾ ਜਾਵੇ ਅਤੇ ਕਿਹਾ ਕਿ ਹਰ ਪਿੰਡ ਦੇ ਲੋਕਾਂ ਨੂੰ ਸਹਿਕਾਰਤਾ ਨਾਲ ਜੋੜਨ ਲਈ ਕੰਮ ਕੀਤਾ ਜਾਵੇ। ਉਨ੍ਹਾਂ ਕਿਹਾ ਕਿ ਉਨ੍ਹਾਂ ਨੇ ਸਹਿਕਾਰਤਾ ਨੂੰ ਅੱਗੇ ਵਧਾਉਣ [704,685,900,910]
lead-photo-5 [625,500,928,675]
bullet-icon: ▪ [31,1721,49,1741]
section-title: ਖਬਰਨਾਮਾ [650,62,914,144]
jail-caption [786,1845,1511,1862]
